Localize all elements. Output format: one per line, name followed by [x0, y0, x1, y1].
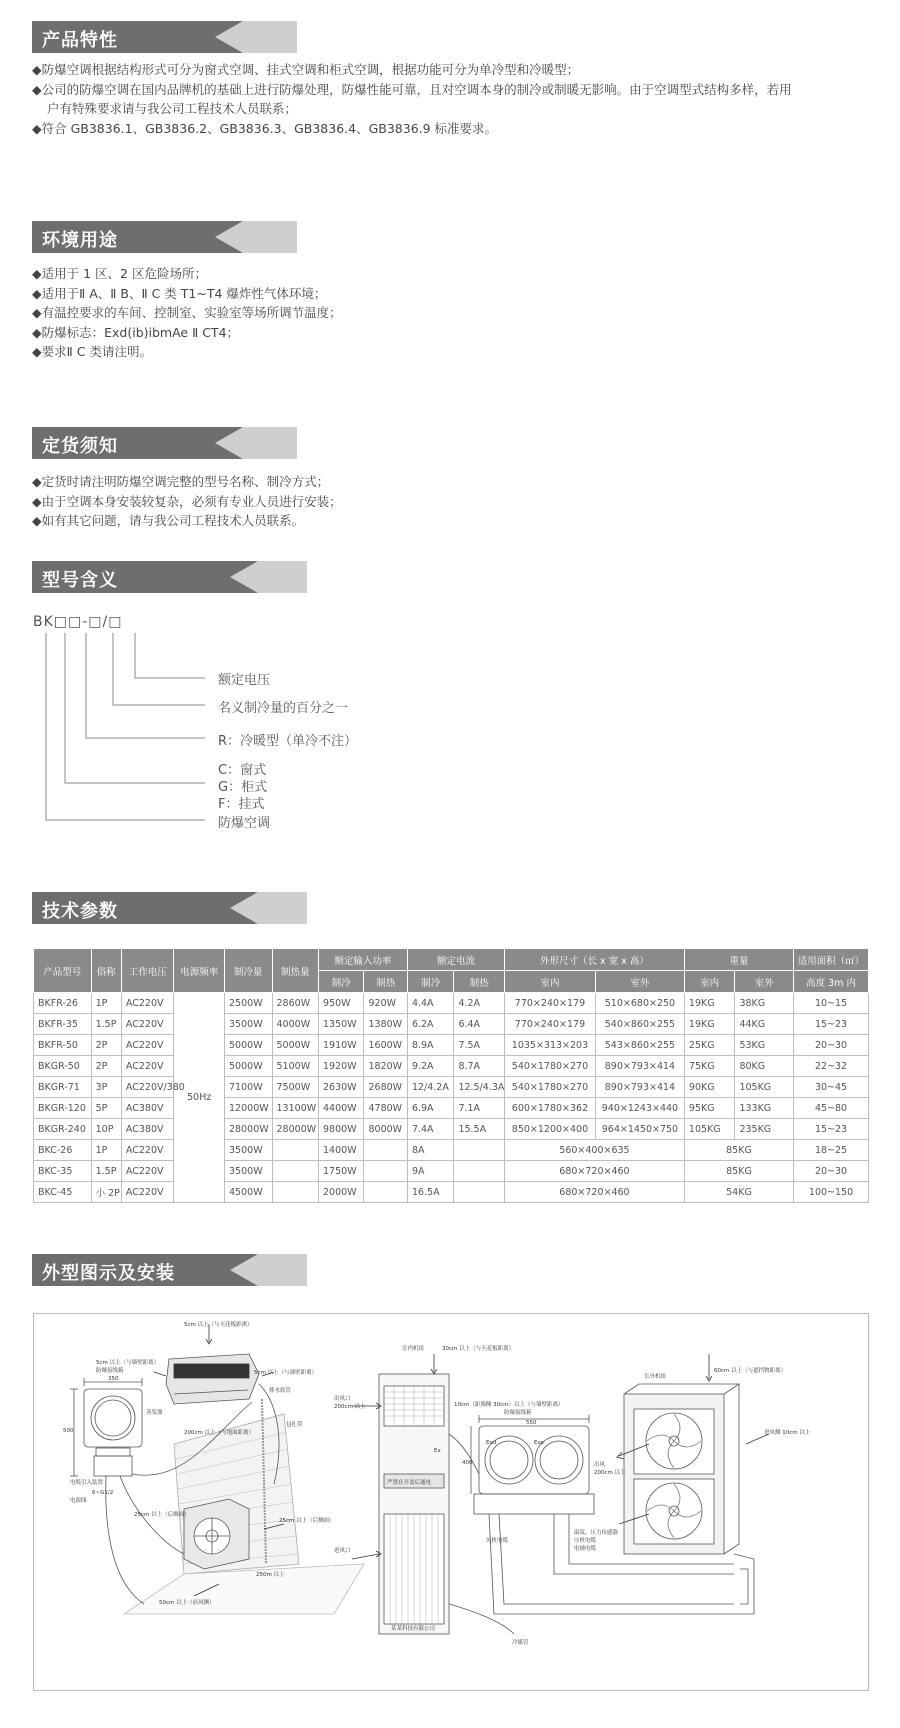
cell-value: 8.7A	[454, 1056, 505, 1077]
cell-value: 510×680×250	[595, 993, 684, 1014]
cell-name: 5P	[91, 1098, 121, 1119]
cell-value: 2630W	[319, 1077, 364, 1098]
cell-model: BKGR-71	[34, 1077, 92, 1098]
cell-value: 75KG	[684, 1056, 735, 1077]
table-row	[34, 1098, 869, 1119]
cell-value: 850×1200×400	[504, 1119, 595, 1140]
cell-value: 9800W	[319, 1119, 364, 1140]
cell-value: 7.4A	[407, 1119, 453, 1140]
cell-area: 20~30	[794, 1161, 869, 1182]
label-outdoor-left: 25cm 以上（后侧面）	[134, 1512, 190, 1518]
cell-value: 1380W	[364, 1014, 407, 1035]
cell-value: 540×1780×270	[504, 1056, 595, 1077]
th-weight: 重量	[684, 949, 793, 971]
cell-value	[364, 1182, 407, 1203]
cell-value: 105KG	[735, 1077, 794, 1098]
label-fan-cable: 风机电缆	[486, 1538, 509, 1544]
th-freq: 电源频率	[174, 949, 225, 993]
cell-value: 4400W	[319, 1098, 364, 1119]
cell-voltage: AC220V	[121, 1056, 174, 1077]
cell-value	[364, 1161, 407, 1182]
th-current-cool: 制冷	[407, 971, 453, 993]
th-dims: 外形尺寸（长 x 宽 x 高）	[504, 949, 684, 971]
label-ex2: Exe	[534, 1440, 544, 1446]
install-diagram	[34, 1314, 868, 1690]
list-item: ◆由于空调本身安装较复杂，必须有专业人员进行安装；	[32, 493, 342, 509]
cell-value: 770×240×179	[504, 993, 595, 1014]
table-row	[34, 1140, 869, 1161]
cell-value: 235KG	[735, 1119, 794, 1140]
th-power-heat: 制热	[364, 971, 407, 993]
table-row	[34, 1014, 869, 1035]
cell-value: 4500W	[225, 1182, 273, 1203]
cell-value: 890×793×414	[595, 1077, 684, 1098]
cell-area: 100~150	[794, 1182, 869, 1203]
cell-frequency: 50Hz	[174, 993, 225, 1203]
cell-value: 920W	[364, 993, 407, 1014]
cell-value: 12000W	[225, 1098, 273, 1119]
cell-value: 2000W	[319, 1182, 364, 1203]
cell-value: 2860W	[272, 993, 318, 1014]
th-weight-indoor: 室内	[684, 971, 735, 993]
label-air-in: 进风口	[334, 1548, 351, 1554]
label-gland-spec: 6~G1/2	[92, 1490, 114, 1496]
th-current-heat: 制热	[454, 971, 505, 993]
th-voltage: 工作电压	[121, 949, 174, 993]
cell-value: 30~45	[794, 1077, 869, 1098]
cell-value	[454, 1161, 505, 1182]
cell-voltage: AC220V	[121, 1182, 174, 1203]
label-junction-box: 防爆接线箱	[96, 1368, 124, 1374]
model-code: BK□□-□/□	[33, 614, 123, 630]
cell-model: BKFR-26	[34, 993, 92, 1014]
cell-value: 28000W	[272, 1119, 318, 1140]
cell-value: 6.2A	[407, 1014, 453, 1035]
cell-name: 2P	[91, 1056, 121, 1077]
table-row	[34, 1077, 869, 1098]
label-air-out-gap: 200cm 以上	[334, 1404, 366, 1410]
cell-value: 1910W	[319, 1035, 364, 1056]
label-cable-gland: 电缆引入装置	[70, 1480, 104, 1486]
cell-value: 1920W	[319, 1056, 364, 1077]
cell-value: 133KG	[735, 1098, 794, 1119]
cell-value	[272, 1182, 318, 1203]
legend-voltage: 额定电压	[218, 673, 271, 688]
table-row	[34, 993, 869, 1014]
cell-value: 8.9A	[407, 1035, 453, 1056]
th-power: 额定输入功率	[319, 949, 408, 971]
th-weight-outdoor: 室外	[735, 971, 794, 993]
cell-value: 1820W	[364, 1056, 407, 1077]
list-item: ◆防爆空调根据结构形式可分为窗式空调、挂式空调和柜式空调，根据功能可分为单冷型和冷暖型；	[32, 62, 580, 77]
cell-value: 543×860×255	[595, 1035, 684, 1056]
th-current: 额定电流	[407, 949, 504, 971]
label-top-gap: 60cm 以上（与遮挡物距离）	[714, 1368, 787, 1374]
cell-value: 8A	[407, 1140, 453, 1161]
th-dims-outdoor: 室外	[595, 971, 684, 993]
cell-name: 1.5P	[91, 1014, 121, 1035]
cell-name: 10P	[91, 1119, 121, 1140]
list-item: ◆定货时请注明防爆空调完整的型号名称、制冷方式；	[32, 474, 330, 489]
cell-value: 19KG	[684, 993, 735, 1014]
label-outdoor-front: 50cm 以上（前风侧）	[159, 1600, 215, 1606]
cell-value: 600×1780×362	[504, 1098, 595, 1119]
label-wall-top: 5cm 以上（与天花板距离）	[184, 1322, 253, 1328]
cell-value: 1035×313×203	[504, 1035, 595, 1056]
table-row	[34, 1182, 869, 1203]
list-item: ◆符合 GB3836.1、GB3836.2、GB3836.3、GB3836.4、GB3836.9 标准要求。	[32, 120, 498, 136]
install-figure	[33, 1313, 869, 1691]
model-legend-lines	[0, 0, 900, 840]
cell-value: 13100W	[272, 1098, 318, 1119]
cell-value: 105KG	[684, 1119, 735, 1140]
legend-cabinet: G：柜式	[218, 780, 268, 795]
th-area: 适用面积（㎡）	[794, 949, 869, 971]
label-pipe-clearance: 200cm 以上（与地面距离）	[184, 1430, 255, 1436]
th-dims-indoor: 室内	[504, 971, 595, 993]
cell-voltage: AC220V	[121, 1161, 174, 1182]
cell-value: 12.5/4.3A	[454, 1077, 505, 1098]
label-outdoor-back: 250m 以上	[256, 1572, 285, 1578]
cell-value: 90KG	[684, 1077, 735, 1098]
list-item: ◆公司的防爆空调在国内品牌机的基础上进行防爆处理，防爆性能可靠，且对空调本身的制冷或制暖无影响。由于空调型式结构多样，若用	[32, 81, 792, 97]
cell-model: BKC-45	[34, 1182, 92, 1203]
cell-value: 12/4.2A	[407, 1077, 453, 1098]
label-compressor-cable: 温度、压力传感器	[574, 1530, 619, 1536]
cell-value: 4.2A	[454, 993, 505, 1014]
list-item: ◆如有其它问题，请与我公司工程技术人员联系。	[32, 513, 305, 528]
cell-value: 19KG	[684, 1014, 735, 1035]
legend-wall: F：挂式	[218, 797, 265, 812]
list-item: ◆有温控要求的车间、控制室、实验室等场所调节温度；	[32, 305, 342, 320]
cell-name: 1.5P	[91, 1161, 121, 1182]
cell-value: 80KG	[735, 1056, 794, 1077]
label-cabinet-nameplate: 严禁在开盖后通电	[387, 1480, 432, 1486]
cell-area: 18~25	[794, 1140, 869, 1161]
cell-value: 890×793×414	[595, 1056, 684, 1077]
cell-value: 2500W	[225, 993, 273, 1014]
cell-name: 1P	[91, 1140, 121, 1161]
label-indoor-unit: 室内机组	[402, 1346, 425, 1352]
cell-weight: 85KG	[684, 1140, 793, 1161]
cell-value: 1350W	[319, 1014, 364, 1035]
cell-weight: 85KG	[684, 1161, 793, 1182]
label-power-cable: 电源线	[70, 1498, 87, 1504]
cell-value	[364, 1140, 407, 1161]
label-junction-box2: 防爆接线箱	[504, 1410, 532, 1416]
cell-value: 3500W	[225, 1014, 273, 1035]
cell-value: 15~23	[794, 1119, 869, 1140]
cell-model: BKC-35	[34, 1161, 92, 1182]
cell-value: 15~23	[794, 1014, 869, 1035]
label-comp-cable: 压机电缆	[574, 1538, 597, 1544]
cell-value: 44KG	[735, 1014, 794, 1035]
th-name: 俗称	[91, 949, 121, 993]
label-wall-left: 5cm 以上（与墙壁距离）	[96, 1360, 160, 1366]
cell-voltage: AC380V	[121, 1119, 174, 1140]
cell-weight: 54KG	[684, 1182, 793, 1203]
cell-value: 25KG	[684, 1035, 735, 1056]
cell-value: 16.5A	[407, 1182, 453, 1203]
label-evaporator: 蒸发器	[146, 1410, 163, 1416]
list-item: 户有特殊要求请与我公司工程技术人员联系；	[47, 101, 298, 116]
label-company: 某某科技有限公司	[391, 1626, 436, 1632]
cell-value: 540×1780×270	[504, 1077, 595, 1098]
cell-value: 15.5A	[454, 1119, 505, 1140]
cell-value: 1600W	[364, 1035, 407, 1056]
table-row	[34, 1056, 869, 1077]
cell-model: BKGR-50	[34, 1056, 92, 1077]
cell-value: 770×240×179	[504, 1014, 595, 1035]
cell-model: BKGR-120	[34, 1098, 92, 1119]
label-dim-550: 550	[526, 1420, 537, 1426]
cell-value: 1400W	[319, 1140, 364, 1161]
legend-capacity: 名义制冷量的百分之一	[218, 701, 349, 716]
th-cooling: 制冷量	[225, 949, 273, 993]
cell-value: 5100W	[272, 1056, 318, 1077]
cell-value: 4.4A	[407, 993, 453, 1014]
cell-value: 6.4A	[454, 1014, 505, 1035]
cell-voltage: AC220V	[121, 993, 174, 1014]
list-item: ◆防爆标志：Exd(ib)ibmAe Ⅱ CT4；	[32, 324, 240, 340]
label-dim-350: 350	[108, 1376, 119, 1382]
cell-value: 7500W	[272, 1077, 318, 1098]
table-row	[34, 1161, 869, 1182]
cell-value: 38KG	[735, 993, 794, 1014]
cell-value: 22~32	[794, 1056, 869, 1077]
label-drain-pipe: 排水软管	[269, 1388, 292, 1394]
cell-value: 964×1450×750	[595, 1119, 684, 1140]
cell-value: 3500W	[225, 1161, 273, 1182]
cell-value: 28000W	[225, 1119, 273, 1140]
cell-value: 540×860×255	[595, 1014, 684, 1035]
cell-value: 8000W	[364, 1119, 407, 1140]
cell-value: 9A	[407, 1161, 453, 1182]
label-out-air: 出风	[594, 1462, 606, 1468]
cell-value	[454, 1140, 505, 1161]
cell-model: BKFR-35	[34, 1014, 92, 1035]
cell-value: 45~80	[794, 1098, 869, 1119]
label-side-gap: 10cm（距墙侧 30cm）以上（与墙壁距离）	[454, 1402, 564, 1408]
cell-value: 5000W	[225, 1035, 273, 1056]
cell-value: 7100W	[225, 1077, 273, 1098]
label-outdoor-right: 25cm 以上（后侧面）	[279, 1518, 335, 1524]
cell-value: 10~15	[794, 993, 869, 1014]
cell-value: 9.2A	[407, 1056, 453, 1077]
label-dim-400: 400	[462, 1460, 473, 1466]
cell-value	[272, 1161, 318, 1182]
cell-value: 7.5A	[454, 1035, 505, 1056]
cell-value: 4780W	[364, 1098, 407, 1119]
cell-value: 1750W	[319, 1161, 364, 1182]
cell-value: 53KG	[735, 1035, 794, 1056]
cell-dims: 680×720×460	[504, 1182, 684, 1203]
cell-voltage: AC220V	[121, 1014, 174, 1035]
cell-name: 1P	[91, 993, 121, 1014]
spec-table-body	[34, 993, 869, 1203]
cell-value: 940×1243×440	[595, 1098, 684, 1119]
cell-name: 小 2P	[91, 1182, 121, 1203]
cell-name: 2P	[91, 1035, 121, 1056]
cell-value: 5000W	[225, 1056, 273, 1077]
cell-value: 6.9A	[407, 1098, 453, 1119]
cell-name: 3P	[91, 1077, 121, 1098]
th-heating: 制热量	[272, 949, 318, 993]
label-outdoor-unit: 室外机组	[644, 1374, 667, 1380]
list-item: ◆适用于Ⅱ A、Ⅱ B、Ⅱ C 类 T1~T4 爆炸性气体环境；	[32, 285, 327, 301]
th-power-cool: 制冷	[319, 971, 364, 993]
legend-window: C：窗式	[218, 763, 267, 778]
cell-model: BKC-26	[34, 1140, 92, 1161]
th-model: 产品型号	[34, 949, 92, 993]
cell-voltage: AC220V	[121, 1140, 174, 1161]
cell-voltage: AC220V/380	[121, 1077, 174, 1098]
label-ex3: Ex	[434, 1448, 441, 1454]
cell-value: 2680W	[364, 1077, 407, 1098]
cell-value: 950W	[319, 993, 364, 1014]
table-row	[34, 1035, 869, 1056]
cell-value: 20~30	[794, 1035, 869, 1056]
cell-model: BKFR-50	[34, 1035, 92, 1056]
cell-value: 4000W	[272, 1014, 318, 1035]
cell-value: 95KG	[684, 1098, 735, 1119]
cell-dims: 560×400×635	[504, 1140, 684, 1161]
label-ex1: Exd	[486, 1440, 497, 1446]
cell-dims: 680×720×460	[504, 1161, 684, 1182]
spec-table	[33, 948, 869, 1203]
label-dim-500: 500	[63, 1428, 74, 1434]
cell-value: 5000W	[272, 1035, 318, 1056]
label-refrigerant: 冷媒管	[512, 1640, 529, 1646]
legend-heating: R：冷暖型（单冷不注）	[218, 734, 358, 749]
cell-value: 3500W	[225, 1140, 273, 1161]
cell-value	[454, 1182, 505, 1203]
label-wrap-tape: 包扎带	[286, 1422, 303, 1428]
cell-value: 7.1A	[454, 1098, 505, 1119]
th-area-height: 高度 3m 内	[794, 971, 869, 993]
label-wall-right: 5cm 以上（与墙壁距离）	[254, 1370, 318, 1376]
label-out-air-gap: 200cm 以上	[594, 1470, 626, 1476]
cell-voltage: AC380V	[121, 1098, 174, 1119]
cell-model: BKGR-240	[34, 1119, 92, 1140]
cell-voltage: AC220V	[121, 1035, 174, 1056]
label-in-air-side: 进风侧 10cm 以上	[764, 1430, 811, 1436]
label-air-out: 出风口	[334, 1396, 351, 1402]
table-row	[34, 1119, 869, 1140]
label-ceiling-gap: 30cm 以上（与天花板距离）	[442, 1346, 515, 1352]
cell-value	[272, 1140, 318, 1161]
list-item: ◆适用于 1 区、2 区危险场所；	[32, 266, 207, 281]
legend-explosion-proof: 防爆空调	[218, 816, 271, 831]
label-aux-cable: 电辅电缆	[574, 1546, 597, 1552]
list-item: ◆要求Ⅱ C 类请注明。	[32, 344, 152, 359]
